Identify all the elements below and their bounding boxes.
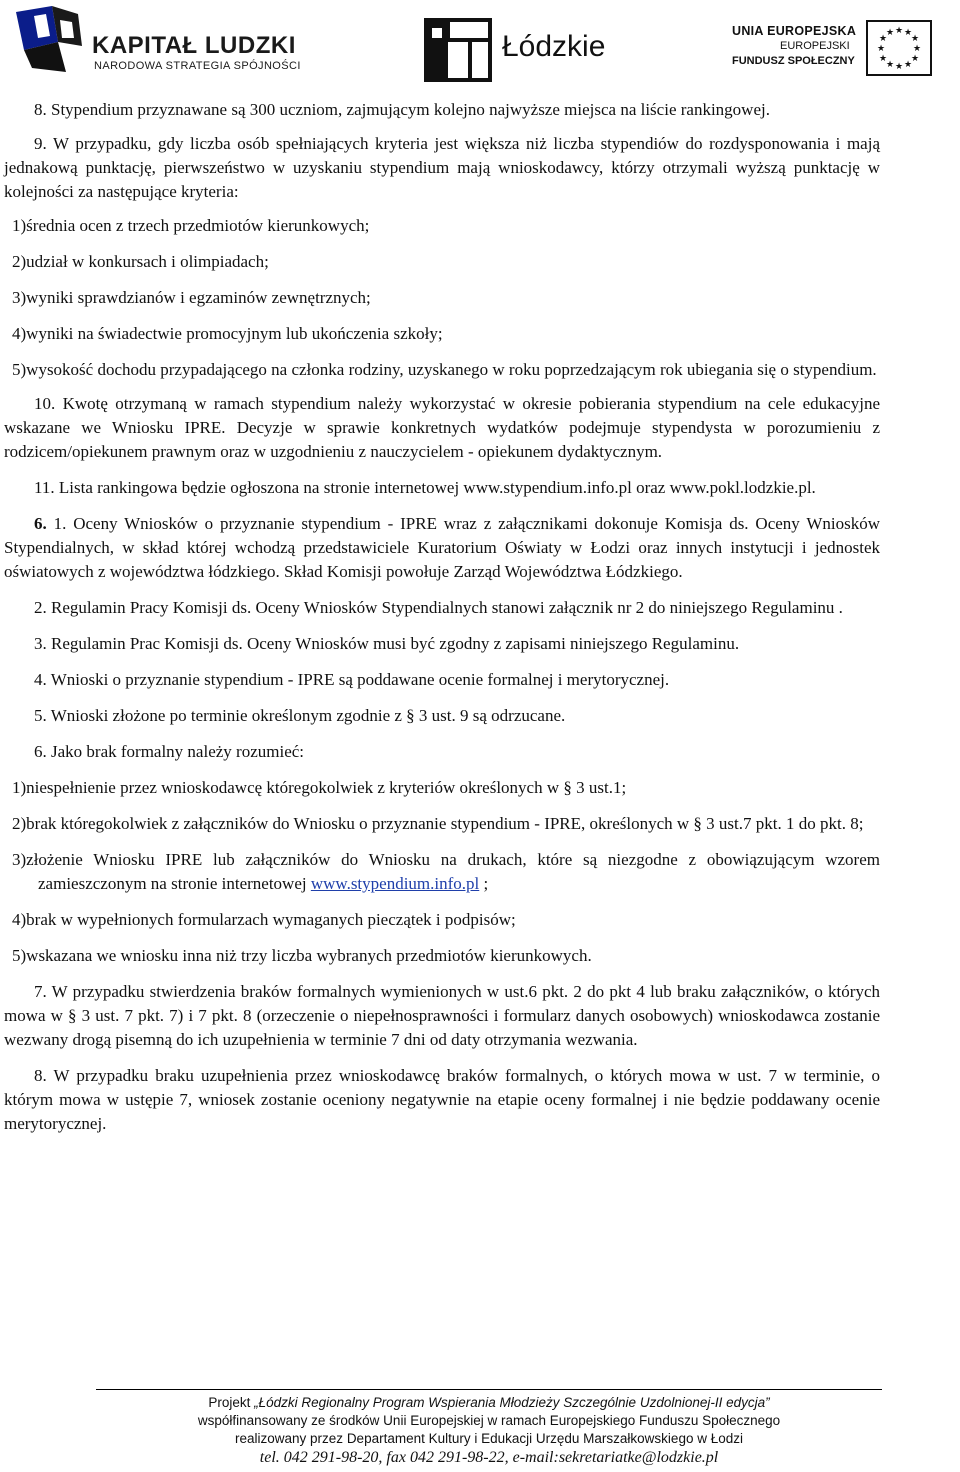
section-6-paragraph-1-text: 1. Oceny Wniosków o przyznanie stypendium - IPRE wraz z załącznikami dokonuje Komisja ds. Oceny Wniosków Stypendialnych, w skład której wchodzą przedstawiciele Kuratorium Oświaty w Łodzi oraz innych instytucji i jednostek oświatowych z województwa łódzkiego. Skład Komisji powołuje Zarząd Województwa Łódzkiego. [4,514,880,581]
svg-text:★: ★ [878,34,888,44]
section-6-paragraph-6: 6. Jako brak formalny należy rozumieć: [34,742,305,761]
section-6-number: 6. [34,514,47,533]
section-6-paragraph-8: 8. W przypadku braku uzupełnienia przez wnioskodawcę braków formalnych, o których mowa w ust. 7 w terminie, o którym mowa w ustępie 7, wniosek zostanie oceniony negatywnie na etapie oceny formalnej i nie będzie poddawany ocenie merytorycznej. [4,1066,880,1133]
section-6-paragraph-5: 5. Wnioski złożone po terminie określonym zgodnie z § 3 ust. 9 są odrzucane. [34,706,566,725]
section-6-paragraph-1 [4,512,880,584]
section-6-paragraph-7: 7. W przypadku stwierdzenia braków formalnych wymienionych w ust.6 pkt. 2 do pkt 4 lub braku załączników, o których mowa w § 3 ust. 7 pkt. 7) i 7 pkt. 8 (orzeczenie o niepełnosprawności i formularz danych osobowych) wnioskodawca zostanie wezwany drogą pisemną do ich uzupełnienia w terminie 7 dni od daty otrzymania wezwania. [4,982,880,1049]
svg-text:★: ★ [878,54,888,64]
formal-defect-3 [12,848,880,896]
eu-european-label: EUROPEJSKI [780,40,850,52]
footer-project-title: „Łódzki Regionalny Program Wspierania Młodzieży Szczególnie Uzdolnionej-II edycja” [254,1395,770,1410]
footer-cofinancing-line: współfinansowany ze środków Unii Europejskiej w ramach Europejskiego Funduszu Społecznego [197,1413,781,1428]
section-6-paragraph-2: 2. Regulamin Pracy Komisji ds. Oceny Wniosków Stypendialnych stanowi załącznik nr 2 do niniejszego Regulaminu . [34,598,843,617]
eu-fund-text [732,24,856,69]
svg-text:★: ★ [910,34,920,44]
formal-defect-3-text: 3)złożenie Wniosku IPRE lub załączników do Wniosku na drukach, które są niezgodne z obowiązującym wzorem zamieszczonym na stronie internetowej [12,850,880,893]
svg-text:★: ★ [885,28,895,38]
regulation-body [4,96,880,1136]
svg-text:★: ★ [894,26,904,36]
kapital-ludzki-emblem-icon [14,6,84,74]
svg-text:★: ★ [910,54,920,64]
eu-social-fund-label: FUNDUSZ SPOŁECZNY [732,55,855,67]
footer-project-prefix: Projekt [208,1395,255,1410]
criterion-1: 1)średnia ocen z trzech przedmiotów kierunkowych; [12,216,370,235]
criterion-5: 5)wysokość dochodu przypadającego na członka rodziny, uzyskanego w roku poprzedzającym rok ubiegania się o stypendium. [12,360,877,379]
footer-contact-line: tel. 042 291-98-20, fax 042 291-98-22, e-mail:sekretariatke@lodzkie.pl [259,1449,719,1466]
criterion-3: 3)wyniki sprawdzianów i egzaminów zewnętrznych; [12,288,371,307]
region-name: Łódzkie [502,30,606,63]
kapital-ludzki-subtitle: NARODOWA STRATEGIA SPÓJNOŚCI [94,60,301,72]
eu-union-label: UNIA EUROPEJSKA [732,24,857,38]
formal-defect-1: 1)niespełnienie przez wnioskodawcę któregokolwiek z kryteriów określonych w § 3 ust.1; [12,778,627,797]
section-6-paragraph-4: 4. Wnioski o przyznanie stypendium - IPRE są poddawane ocenie formalnej i merytorycznej. [34,670,670,689]
footer-implementer-line: realizowany przez Departament Kultury i Edukacji Urzędu Marszałkowskiego w Łodzi [235,1431,743,1446]
stypendium-website-link[interactable]: www.stypendium.info.pl [310,874,480,893]
page-footer [96,1389,882,1468]
kapital-ludzki-logo [14,6,314,74]
criterion-2: 2)udział w konkursach i olimpiadach; [12,252,269,271]
svg-text:★: ★ [894,62,904,72]
page-header [0,0,960,92]
formal-defect-3-end: ; [479,874,489,893]
formal-defect-4: 4)brak w wypełnionych formularzach wymaganych pieczątek i podpisów; [12,910,516,929]
svg-text:★: ★ [885,60,895,70]
paragraph-10-usage: 10. Kwotę otrzymaną w ramach stypendium należy wykorzystać w okresie pobierania stypendium na cele edukacyjne wskazane we Wniosku IPRE. Decyzje w sprawie konkretnych wydatków podejmuje stypendysta w porozumieniu z rodzicem/opiekunem prawnym oraz w uzgodnieniu z nauczycielem - opiekunem dydaktycznym. [4,394,880,461]
criterion-4: 4)wyniki na świadectwie promocyjnym lub ukończenia szkoły; [12,324,443,343]
footer-project-line [96,1394,882,1412]
svg-text:★: ★ [876,44,886,54]
eu-flag-icon [866,20,932,76]
paragraph-9-tiebreak: 9. W przypadku, gdy liczba osób spełniających kryteria jest większa niż liczba stypendiów do rozdysponowania i mają jednakową punktację, pierwszeństwo w uzyskaniu stypendium mają wnioskodawcy, którzy otrzymali wyższą punktację w kolejności za następujące kryteria: [4,134,880,201]
lodzkie-emblem-icon [424,18,492,82]
formal-defect-5: 5)wskazana we wniosku inna niż trzy liczba wybranych przedmiotów kierunkowych. [12,946,592,965]
svg-text:★: ★ [912,44,922,54]
paragraph-11-ranking-list: 11. Lista rankingowa będzie ogłoszona na stronie internetowej www.stypendium.info.pl oraz www.pokl.lodzkie.pl. [34,478,816,497]
section-6-paragraph-3: 3. Regulamin Prac Komisji ds. Oceny Wniosków musi być zgodny z zapisami niniejszego Regulaminu. [34,634,740,653]
svg-text:★: ★ [903,28,913,38]
paragraph-8-ranking: 8. Stypendium przyznawane są 300 uczniom, zajmującym kolejno najwyższe miejsca na liście rankingowej. [34,100,770,119]
formal-defect-2: 2)brak któregokolwiek z załączników do Wniosku o przyznanie stypendium - IPRE, określonych w § 3 ust.7 pkt. 1 do pkt. 8; [12,814,864,833]
lodzkie-logo [424,18,654,82]
kapital-ludzki-title: KAPITAŁ LUDZKI [92,32,296,59]
svg-text:★: ★ [903,60,913,70]
eu-fund-logo [732,24,956,82]
